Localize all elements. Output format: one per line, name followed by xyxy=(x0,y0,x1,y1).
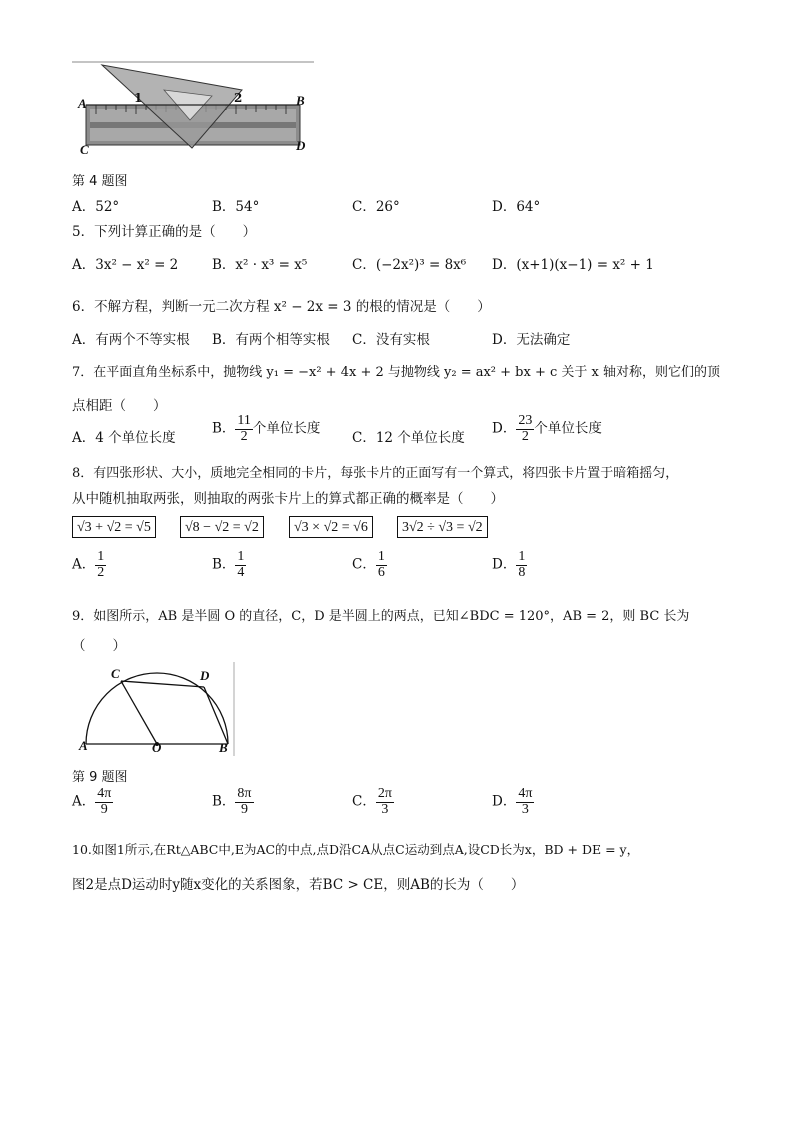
label-A: A xyxy=(78,96,87,111)
figure-9 xyxy=(76,660,241,758)
q4-option-a: A．52° xyxy=(72,199,120,215)
label-B: B xyxy=(296,93,305,108)
q8-stem-line2: 从中随机抽取两张，则抽取的两张卡片上的算式都正确的概率是（ ） xyxy=(72,491,504,507)
tick-label-2: 2 xyxy=(234,91,243,105)
label-B: B xyxy=(219,740,228,755)
tick-label-1: 1 xyxy=(134,91,143,105)
q7-option-a: A．4 个单位长度 xyxy=(72,430,176,446)
q10-stem-line1: 10.如图1所示,在Rt△ABC中,E为AC的中点,点D沿CA从点C运动到点A,设CD长为x，BD + DE = y， xyxy=(72,842,640,857)
label-O: O xyxy=(152,740,162,755)
q4-option-b: B．54° xyxy=(212,199,260,215)
q4-option-d: D．64° xyxy=(492,199,541,215)
q9-stem-line2: （ ） xyxy=(72,638,126,654)
q8-option-b: B． $\frac{1}{4}$ xyxy=(212,549,245,580)
q5-option-c: C．(−2x²)³ = 8x⁶ xyxy=(352,257,467,273)
q5-option-b: B．x² · x³ = x⁵ xyxy=(212,257,308,273)
q9-stem-line1: 9．如图所示，AB 是半圆 O 的直径，C，D 是半圆上的两点，已知∠BDC = 120°，AB = 2，则 BC 长为 xyxy=(72,609,690,624)
q6-stem: 6．不解方程，判断一元二次方程 x² − 2x = 3 的根的情况是（ ） xyxy=(72,299,491,315)
q6-option-a: A．有两个不等实根 xyxy=(72,332,190,348)
q5-stem: 5．下列计算正确的是（ ） xyxy=(72,224,257,240)
q5-option-a: A．3x² − x² = 2 xyxy=(72,257,179,273)
q9-option-b: B． $\frac{8\pi}{9}$ xyxy=(212,786,252,817)
q7-stem-line2: 点相距（ ） xyxy=(72,398,167,414)
q8-card-2: √8 − √2 = √2 xyxy=(180,516,264,538)
q8-option-a: A． $\frac{1}{2}$ xyxy=(72,549,105,580)
figure-4 xyxy=(72,60,317,160)
q6-option-b: B．有两个相等实根 xyxy=(212,332,330,348)
q7-stem-line1: 7．在平面直角坐标系中，抛物线 y₁ = −x² + 4x + 2 与抛物线 y₂ = ax² + bx + c 关于 x 轴对称，则它们的顶 xyxy=(72,365,720,380)
q8-option-c: C． $\frac{1}{6}$ xyxy=(352,549,385,580)
ruler-triangle-diagram xyxy=(72,60,317,160)
q8-option-d: D． $\frac{1}{8}$ xyxy=(492,549,526,580)
label-C: C xyxy=(80,142,89,157)
q10-stem-line2: 图2是点D运动时y随x变化的关系图象，若BC > CE，则AB的长为（ ） xyxy=(72,877,525,893)
figure-9-caption: 第 9 题图 xyxy=(72,770,128,785)
q6-option-d: D．无法确定 xyxy=(492,332,571,348)
q8-stem-line1: 8．有四张形状、大小，质地完全相同的卡片，每张卡片的正面写有一个算式，将四张卡片置于暗箱摇匀， xyxy=(72,466,679,481)
q4-option-c: C．26° xyxy=(352,199,400,215)
label-D: D xyxy=(296,138,306,153)
q8-card-3: √3 × √2 = √6 xyxy=(289,516,373,538)
q9-option-a: A． $\frac{4\pi}{9}$ xyxy=(72,786,112,817)
q9-option-c: C． $\frac{2\pi}{3}$ xyxy=(352,786,392,817)
label-A: A xyxy=(79,738,88,753)
q6-option-c: C．没有实根 xyxy=(352,332,430,348)
q7-option-b: B． $\frac{11}{2}$ 个单位长度 xyxy=(212,413,321,444)
q9-option-d: D． $\frac{4\pi}{3}$ xyxy=(492,786,533,817)
q8-card-1: √3 + √2 = √5 xyxy=(72,516,156,538)
label-D: D xyxy=(200,668,210,683)
label-C: C xyxy=(111,666,120,681)
figure-4-caption: 第 4 题图 xyxy=(72,174,128,189)
q7-option-c: C．12 个单位长度 xyxy=(352,430,465,446)
q7-option-d: D． $\frac{23}{2}$ 个单位长度 xyxy=(492,413,602,444)
q5-option-d: D．(x+1)(x−1) = x² + 1 xyxy=(492,257,654,273)
q8-card-4: 3√2 ÷ √3 = √2 xyxy=(397,516,488,538)
